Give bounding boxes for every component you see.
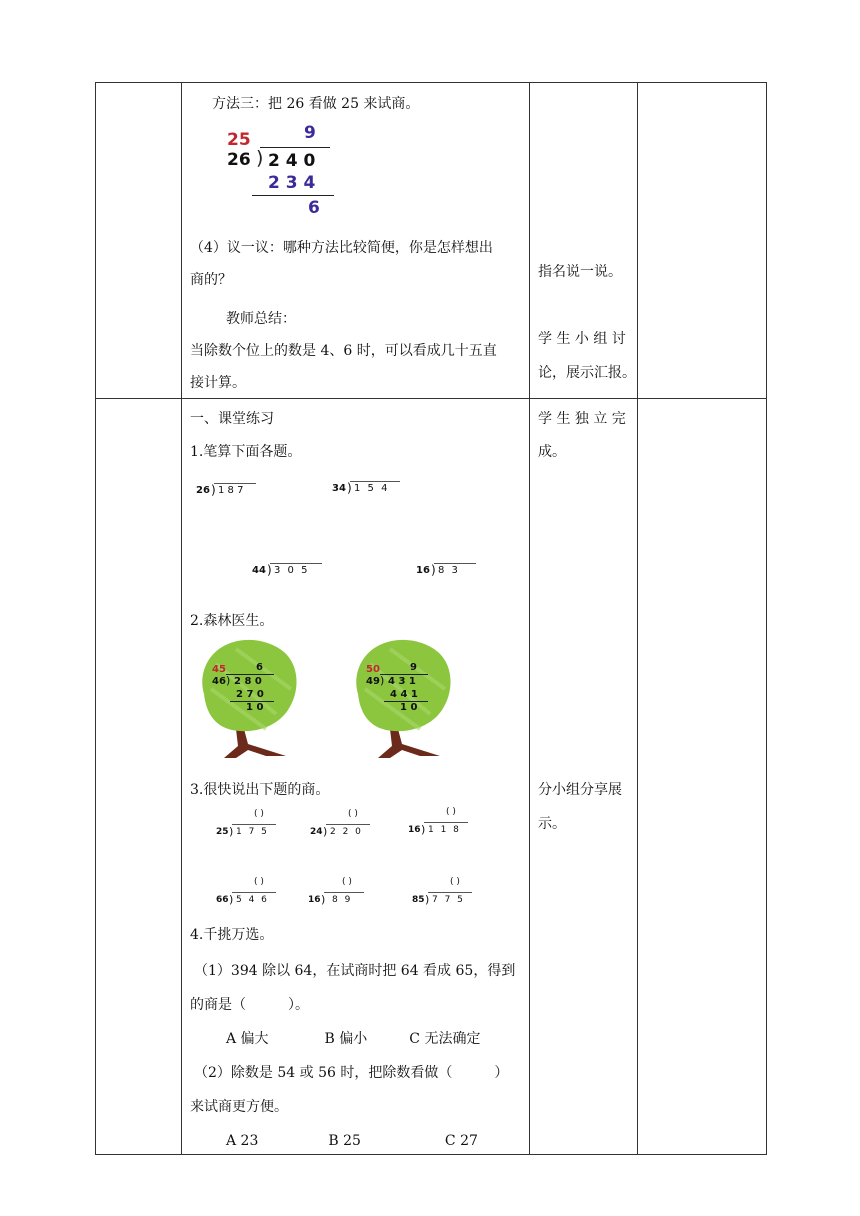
q4-2-line1: （2）除数是 54 或 56 时，把除数看做（ ） <box>194 1065 509 1081</box>
teacher-summary: 教师总结： <box>226 311 296 327</box>
q4-1-options: A 偏大 B 偏小 C 无法确定 <box>226 1031 481 1047</box>
discuss-line1: （4）议一议：哪种方法比较简便，你是怎样想出 <box>190 240 493 256</box>
row1-content-cell <box>182 83 530 399</box>
q3-title: 3.很快说出下题的商。 <box>190 782 330 798</box>
student-activity-b2: 论，展示汇报。 <box>538 365 636 381</box>
dividend: 2 4 0 <box>268 151 316 171</box>
summary-line2: 接计算。 <box>190 375 246 391</box>
summary-line1: 当除数个位上的数是 4、6 时，可以看成几十五直 <box>190 343 497 359</box>
long-division-figure: 25 9 26 ) 2 4 0 2 3 4 6 <box>222 123 352 218</box>
divisor: 26 <box>227 150 251 170</box>
row2-col1 <box>96 399 182 1155</box>
q4-2-options: A 23 B 25 C 27 <box>226 1133 478 1149</box>
q4-1-line2: 的商是（ ）。 <box>190 997 309 1013</box>
method3-text: 方法三：把 26 看做 25 来试商。 <box>212 96 420 112</box>
row2-col4 <box>638 399 767 1155</box>
row1-col4 <box>638 83 767 399</box>
q4-2-line2: 来试商更方便。 <box>190 1099 288 1115</box>
student-activity-d2: 示。 <box>538 816 566 832</box>
row2-content-cell: 一、课堂练习 1.笔算下面各题。 26 ) 1 8 7 34 ) 1 5 4 44 ) 3 0 5 16 ) 8 3 2.森林医生。 45 6 46 ) 2 8 0 2 7 0 1 0 50 9 49 ) 4 3 1 4 4 1 1 0 3.很快说出下题的商。 ( ) 25 ) 1 7 5 ( ) 24 ) 2 2 0 ( ) 16 ) 1 1 8 ( ) 66 ) 5 4 6 ( ) 16 ) 8 9 ( ) 85 ) 7 7 5 4.千挑万选。 （1）394 除以 64，在试商时把 64 看成 65，得到 的商是（ ）。 A 偏大 B 偏小 C 无法确定 （2）除数是 54 或 56 时，把除数看做（ ） 来试商更方便。 A 23 B 25 C 27 <box>182 399 530 1155</box>
quotient: 9 <box>304 123 316 143</box>
row1-student-cell <box>530 83 638 399</box>
tree-illustration: 50 9 49 ) 4 3 1 4 4 1 1 0 <box>350 634 460 764</box>
trial-divisor: 25 <box>227 130 251 150</box>
row1-col1 <box>96 83 182 399</box>
lesson-table <box>95 82 767 1155</box>
tree-illustration: 45 6 46 ) 2 8 0 2 7 0 1 0 <box>196 634 306 764</box>
q4-title: 4.千挑万选。 <box>190 927 274 943</box>
discuss-line2: 商的？ <box>190 272 232 288</box>
practice-heading: 一、课堂练习 <box>190 411 274 427</box>
remainder: 6 <box>308 198 320 218</box>
student-activity-d1: 分小组分享展 <box>538 782 622 798</box>
row2-student-cell <box>530 399 638 1155</box>
student-activity-c1: 学 生 独 立 完 <box>538 411 626 427</box>
product: 2 3 4 <box>268 173 316 193</box>
q4-1-line1: （1）394 除以 64，在试商时把 64 看成 65，得到 <box>194 963 516 979</box>
student-activity-c2: 成。 <box>538 444 566 460</box>
q1-title: 1.笔算下面各题。 <box>190 444 302 460</box>
student-activity-b1: 学 生 小 组 讨 <box>538 331 626 347</box>
q2-title: 2.森林医生。 <box>190 613 274 629</box>
student-activity-a: 指名说一说。 <box>538 264 622 280</box>
